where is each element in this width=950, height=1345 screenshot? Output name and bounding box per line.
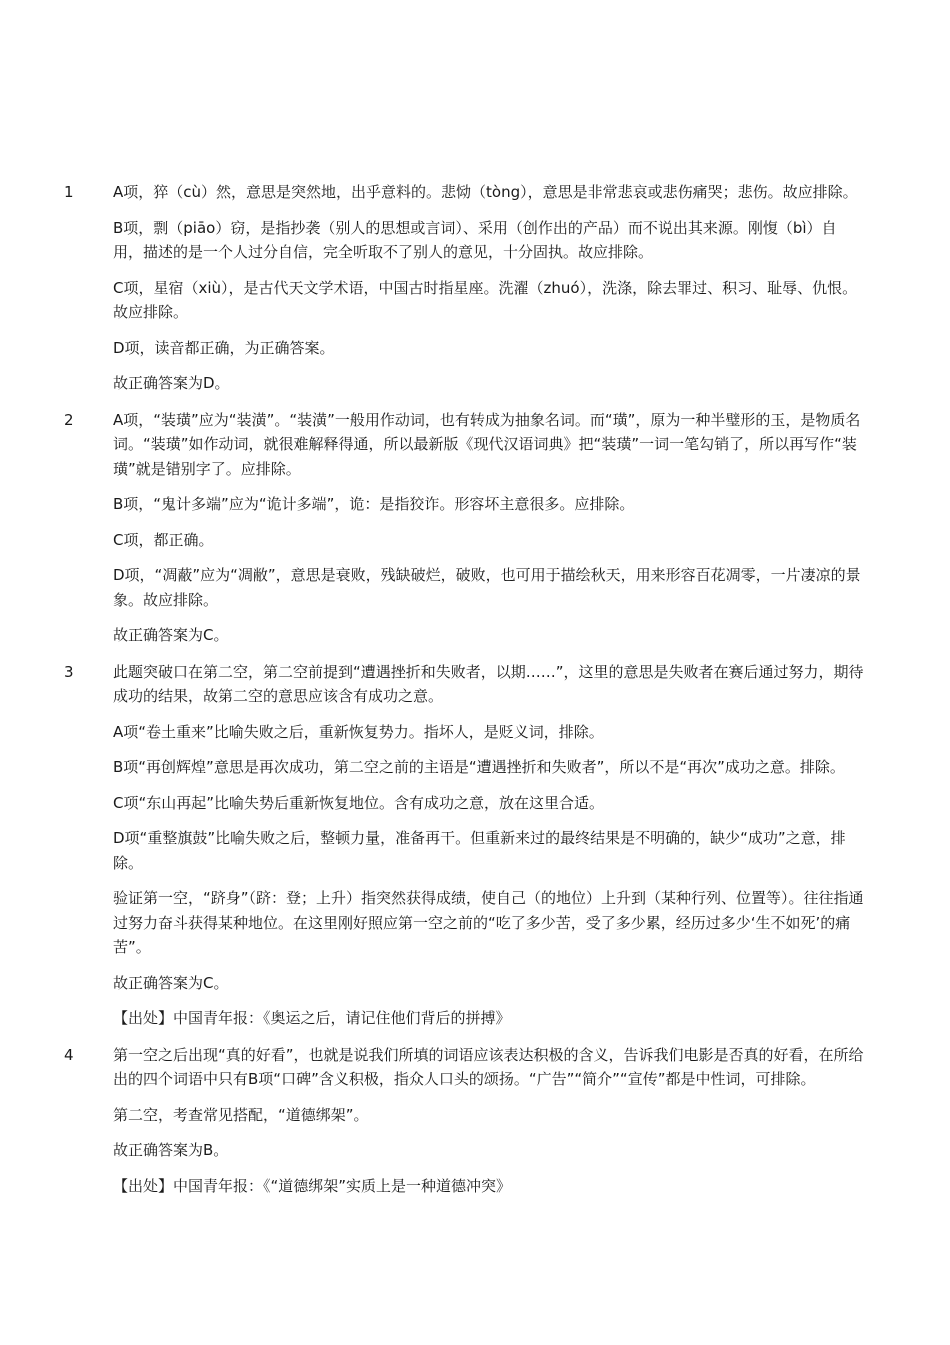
source-citation: 【出处】中国青年报：《“道德绑架”实质上是一种道德冲突》: [113, 1176, 512, 1195]
explanation-paragraph: C项“东山再起”比喻失势后重新恢复地位。含有成功之意，放在这里合适。: [113, 793, 605, 812]
explanation-paragraph: 此题突破口在第二空，第二空前提到“遭遇挫折和失败者，以期……”，这里的意思是失败者在赛后通过努力，期待成功的结果，故第二空的意思应该含有成功之意。: [113, 662, 864, 705]
question-number: 2: [64, 410, 74, 429]
question-explanation: [113, 1043, 865, 1199]
question-explanation: [113, 180, 865, 396]
answer-line: 故正确答案为D。: [113, 374, 230, 392]
question-number: 1: [64, 183, 74, 201]
explanation-paragraph: C项，都正确。: [113, 530, 214, 549]
question-number: 3: [64, 662, 74, 681]
question-number: 4: [64, 1045, 74, 1064]
explanation-paragraph: B项，“鬼计多端”应为“诡计多端”，诡：是指狡诈。形容坏主意很多。应排除。: [113, 495, 635, 513]
question-explanation: [113, 660, 865, 1031]
question-explanation: [113, 408, 865, 648]
explanation-paragraph: 第一空之后出现“真的好看”，也就是说我们所填的词语应该表达积极的含义，告诉我们电影是否真的好看，在所给出的四个词语中只有B项“口碑”含义积极，指众人口头的颂扬。“广告”“简介”“宣传”都是中性词，可排除。: [113, 1045, 864, 1088]
explanation-paragraph: A项“卷土重来”比喻失败之后，重新恢复势力。指坏人，是贬义词，排除。: [113, 722, 604, 741]
explanation-paragraph: B项“再创辉煌”意思是再次成功，第二空之前的主语是“遭遇挫折和失败者”，所以不是“再次”成功之意。排除。: [113, 758, 845, 776]
question-3: [0, 660, 950, 1031]
explanation-paragraph: D项“重整旗鼓”比喻失败之后，整顿力量，准备再干。但重新来过的最终结果是不明确的，缺少“成功”之意，排除。: [113, 829, 846, 872]
explanation-paragraph: D项，读音都正确，为正确答案。: [113, 338, 335, 357]
explanation-paragraph: 第二空，考查常见搭配，“道德绑架”。: [113, 1105, 369, 1124]
question-4: [0, 1043, 950, 1199]
answer-line: 故正确答案为B。: [113, 1141, 229, 1159]
explanation-paragraph: 验证第一空，“跻身”（跻：登；上升）指突然获得成绩，使自己（的地位）上升到（某种行列、位置等）。往往指通过努力奋斗获得某种地位。在这里刚好照应第一空之前的“吃了多少苦，受了多少累，经历过多少‘生不如死’的痛苦”。: [113, 889, 864, 956]
explanation-paragraph: D项，“凋蔽”应为“凋敝”，意思是衰败，残缺破烂，破败，也可用于描绘秋天，用来形容百花凋零，一片凄凉的景象。故应排除。: [113, 566, 861, 609]
answer-line: 故正确答案为C。: [113, 973, 229, 992]
explanation-paragraph: C项，星宿（xiù），是古代天文学术语，中国古时指星座。洗濯（zhuó），洗涤，除去罪过、积习、耻辱、仇恨。故应排除。: [113, 278, 858, 321]
question-2: [0, 408, 950, 648]
explanation-paragraph: A项，猝（cù）然，意思是突然地，出乎意料的。悲恸（tòng），意思是非常悲哀或悲伤痛哭；悲伤。故应排除。: [113, 183, 858, 201]
answer-line: 故正确答案为C。: [113, 626, 229, 644]
explanation-paragraph: A项，“装璜”应为“装潢”。“装潢”一般用作动词，也有转成为抽象名词。而“璜”，原为一种半璧形的玉，是物质名词。“装璜”如作动词，就很难解释得通，所以最新版《现代汉语词典》把“装璜”一词一笔勾销了，所以再写作“装璜”就是错别字了。应排除。: [113, 410, 861, 478]
question-1: [0, 180, 950, 396]
source-citation: 【出处】中国青年报：《奥运之后，请记住他们背后的拼搏》: [113, 1009, 511, 1027]
explanation-paragraph: B项，剽（piāo）窃，是指抄袭（别人的思想或言词）、采用（创作出的产品）而不说出其来源。刚愎（bì）自用，描述的是一个人过分自信，完全听取不了别人的意见，十分固执。故应排除。: [113, 218, 837, 261]
